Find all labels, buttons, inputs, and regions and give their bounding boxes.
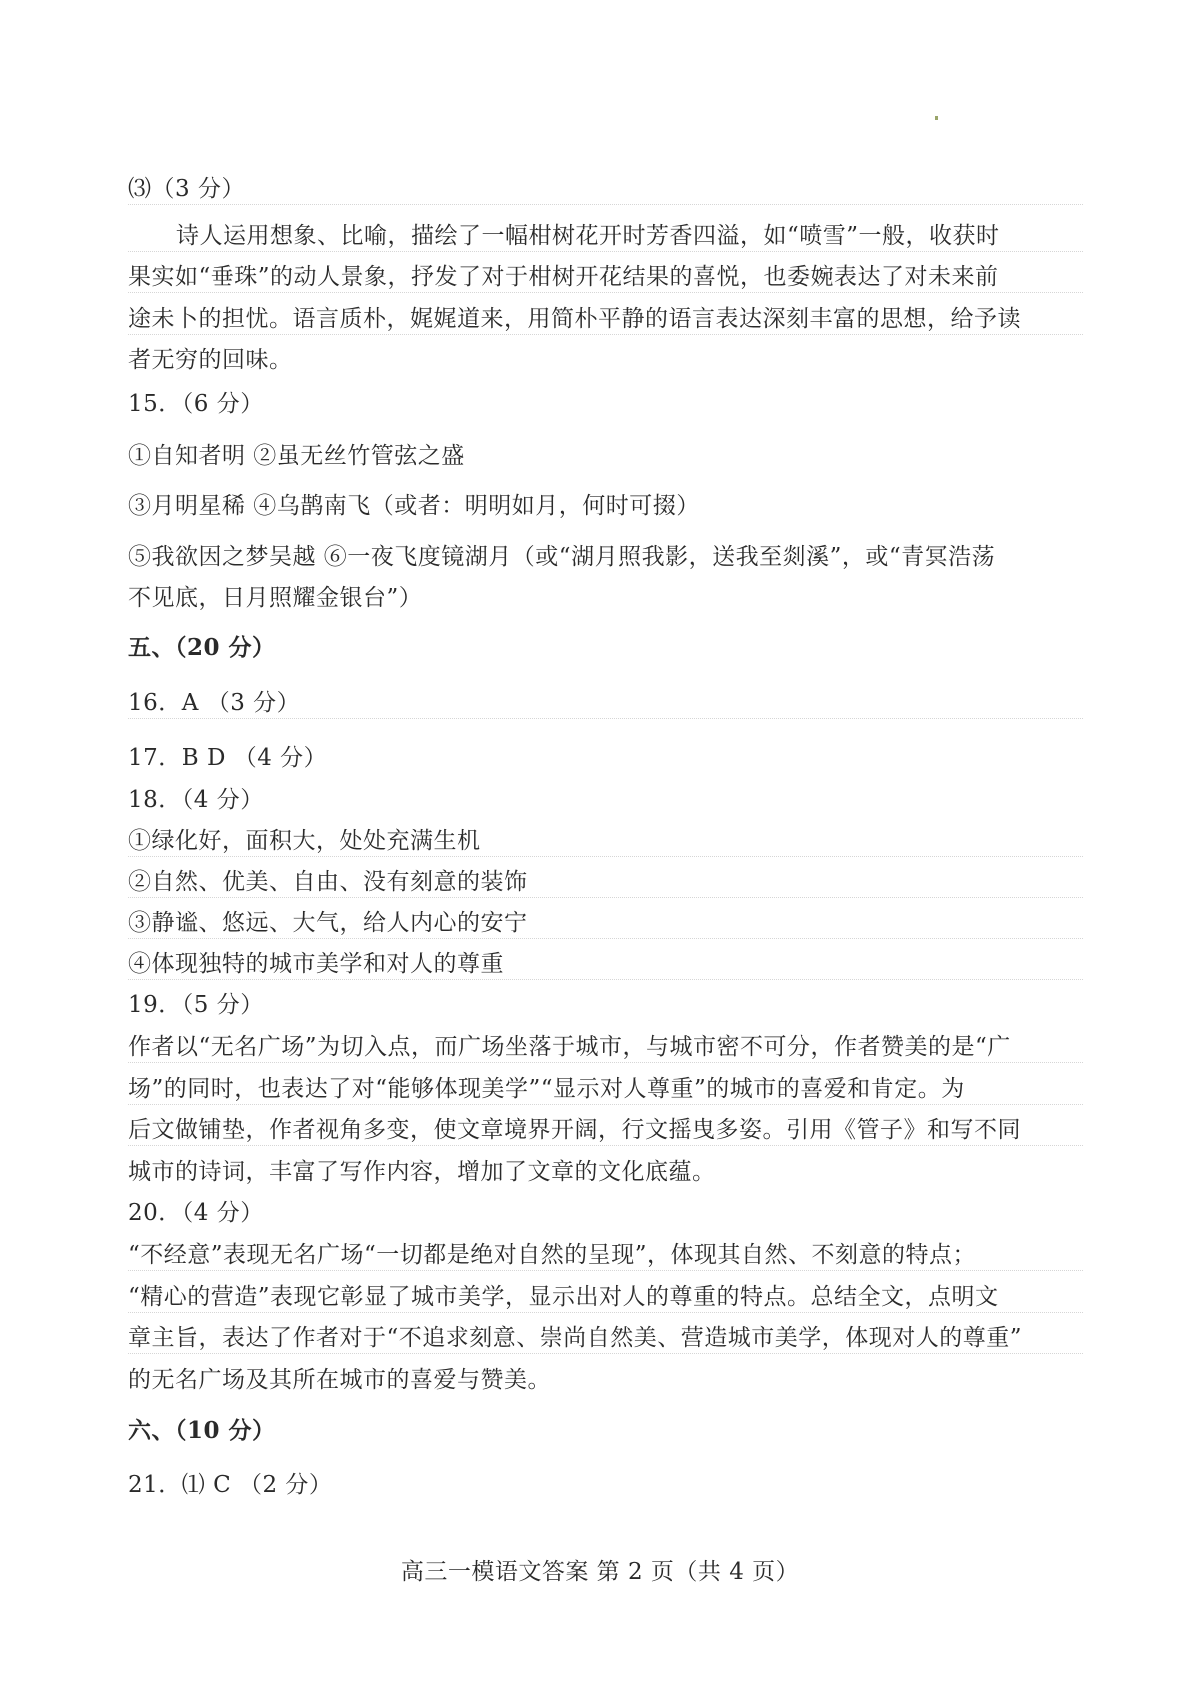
page-footer: 高三一模语文答案 第 2 页（共 4 页）: [400, 1559, 800, 1585]
question-16-answer: 16．A （3 分）: [128, 688, 1083, 719]
answer-text-line: ①自知者明 ②虽无丝竹管弦之盛: [128, 443, 465, 469]
answer-text-line: ⑤我欲因之梦吴越 ⑥一夜飞度镜湖月（或“湖月照我影，送我至剡溪”，或“青冥浩荡: [128, 544, 996, 570]
answer-text-line: 诗人运用想象、比喻，描绘了一幅柑树花开时芳香四溢，如“喷雪”一般，收获时: [128, 221, 1083, 252]
question-18-heading: 18．（4 分）: [128, 787, 264, 813]
answer-text-line: 果实如“垂珠”的动人景象，抒发了对于柑树开花结果的喜悦，也委婉表达了对未来前: [128, 262, 1083, 293]
answer-text-line: 者无穷的回味。: [128, 347, 293, 373]
answer-text-line: ①绿化好，面积大，处处充满生机: [128, 826, 1083, 857]
answer-text-line: 途未卜的担忧。语言质朴，娓娓道来，用简朴平静的语言表达深刻丰富的思想，给予读: [128, 304, 1083, 335]
answer-text-line: 城市的诗词，丰富了写作内容，增加了文章的文化底蕴。: [128, 1159, 716, 1185]
question-15-heading: 15．（6 分）: [128, 391, 264, 417]
question-20-heading: 20．（4 分）: [128, 1200, 264, 1226]
answer-q14-3-heading: ⑶（3 分）: [128, 174, 1083, 205]
answer-text-line: 后文做铺垫，作者视角多变，使文章境界开阔，行文摇曳多姿。引用《管子》和写不同: [128, 1115, 1083, 1146]
answer-text-line: 不见底，日月照耀金银台”）: [128, 585, 423, 611]
scan-speck: [935, 116, 938, 120]
section-5-heading: 五、（20 分）: [128, 634, 276, 661]
answer-text-line: 场”的同时，也表达了对“能够体现美学”“显示对人尊重”的城市的喜爱和肯定。为: [128, 1074, 1083, 1105]
answer-text-line: “不经意”表现无名广场“一切都是绝对自然的呈现”，体现其自然、不刻意的特点；: [128, 1240, 1083, 1271]
answer-text-line: 章主旨，表达了作者对于“不追求刻意、崇尚自然美、营造城市美学，体现对人的尊重”: [128, 1323, 1083, 1354]
answer-text-line: 作者以“无名广场”为切入点，而广场坐落于城市，与城市密不可分，作者赞美的是“广: [128, 1032, 1083, 1063]
answer-text-line: ②自然、优美、自由、没有刻意的装饰: [128, 867, 1083, 898]
answer-text-line: “精心的营造”表现它彰显了城市美学，显示出对人的尊重的特点。总结全文，点明文: [128, 1282, 1083, 1313]
answer-text-line: ③月明星稀 ④乌鹊南飞（或者：明明如月，何时可掇）: [128, 493, 700, 519]
question-19-heading: 19．（5 分）: [128, 992, 264, 1018]
answer-text-line: ④体现独特的城市美学和对人的尊重: [128, 949, 1083, 980]
answer-text-line: 的无名广场及其所在城市的喜爱与赞美。: [128, 1367, 551, 1393]
question-21-answer: 21．⑴ C （2 分）: [128, 1472, 333, 1498]
section-6-heading: 六、（10 分）: [128, 1417, 276, 1444]
question-17-answer: 17．B D （4 分）: [128, 745, 328, 771]
answer-text-line: ③静谧、悠远、大气，给人内心的安宁: [128, 908, 1083, 939]
